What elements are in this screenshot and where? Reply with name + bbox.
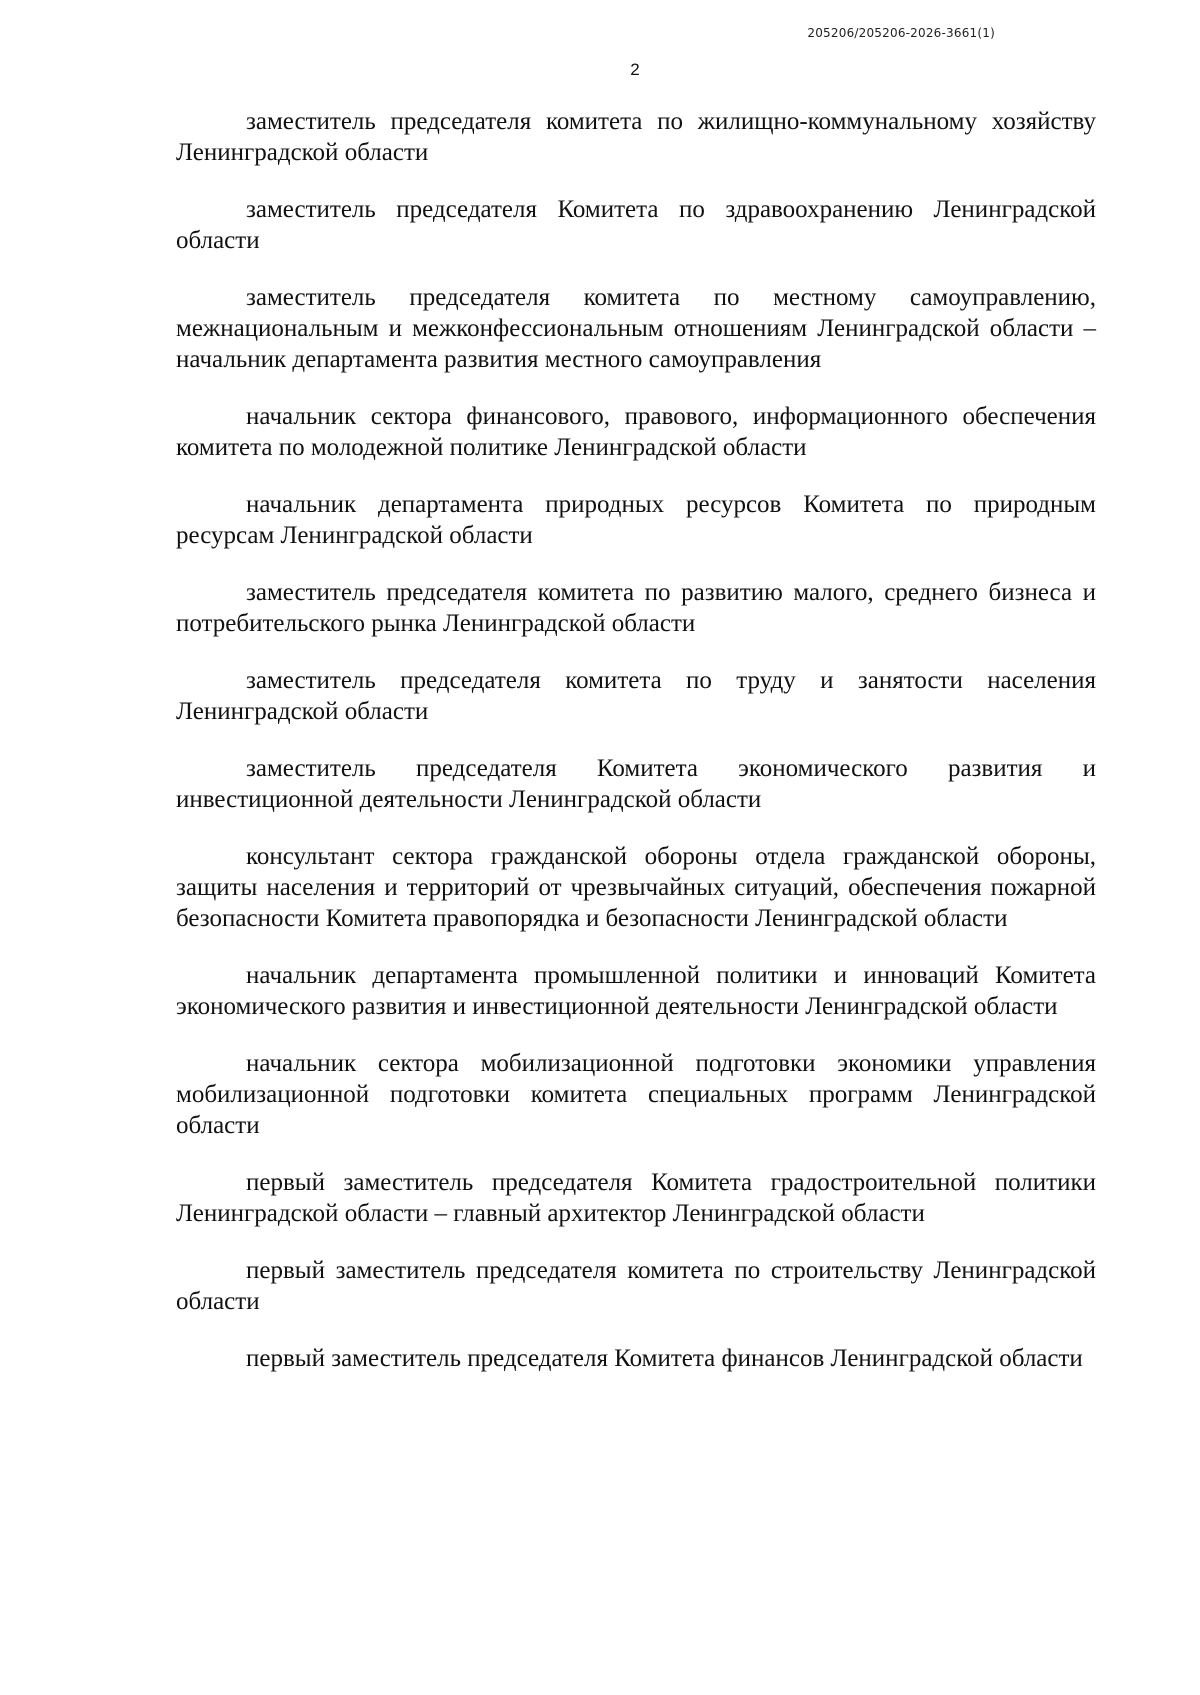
- position-entry: начальник департамента промышленной политики и инноваций Комитета экономического развития и инвестиционной деятельности Ленинградской области: [176, 962, 1096, 1020]
- position-entry: консультант сектора гражданской обороны отдела гражданской обороны, защиты населения и территорий от чрезвычайных ситуаций, обеспечения пожарной безопасности Комитета правопорядка и безопасности Ленинградской области: [176, 843, 1096, 932]
- position-entry: начальник сектора мобилизационной подготовки экономики управления мобилизационной подготовки комитета специальных программ Ленинградской области: [176, 1050, 1096, 1139]
- position-entry: заместитель председателя комитета по развитию малого, среднего бизнеса и потребительского рынка Ленинградской области: [176, 579, 1096, 637]
- position-entry: начальник департамента природных ресурсов Комитета по природным ресурсам Ленинградской области: [176, 491, 1096, 549]
- position-list: [176, 106, 1096, 1374]
- page-number: 2: [630, 60, 640, 79]
- document-id: 205206/205206-2026-3661(1): [807, 26, 995, 40]
- position-entry: заместитель председателя Комитета экономического развития и инвестиционной деятельности Ленинградской области: [176, 755, 1096, 813]
- position-entry: заместитель председателя комитета по жилищно-коммунальному хозяйству Ленинградской области: [176, 108, 1096, 166]
- position-entry: заместитель председателя комитета по местному самоуправлению, межнациональным и межконфессиональным отношениям Ленинградской области – начальник департамента развития местного самоуправления: [176, 284, 1096, 373]
- position-entry: первый заместитель председателя Комитета финансов Ленинградской области: [246, 1345, 1083, 1372]
- position-entry: заместитель председателя Комитета по здравоохранению Ленинградской области: [176, 196, 1096, 254]
- position-entry: первый заместитель председателя комитета по строительству Ленинградской области: [176, 1257, 1096, 1315]
- position-entry: заместитель председателя комитета по труду и занятости населения Ленинградской области: [176, 667, 1096, 725]
- position-entry: начальник сектора финансового, правового, информационного обеспечения комитета по молодежной политике Ленинградской области: [176, 403, 1096, 461]
- position-entry: первый заместитель председателя Комитета градостроительной политики Ленинградской области – главный архитектор Ленинградской области: [176, 1169, 1096, 1227]
